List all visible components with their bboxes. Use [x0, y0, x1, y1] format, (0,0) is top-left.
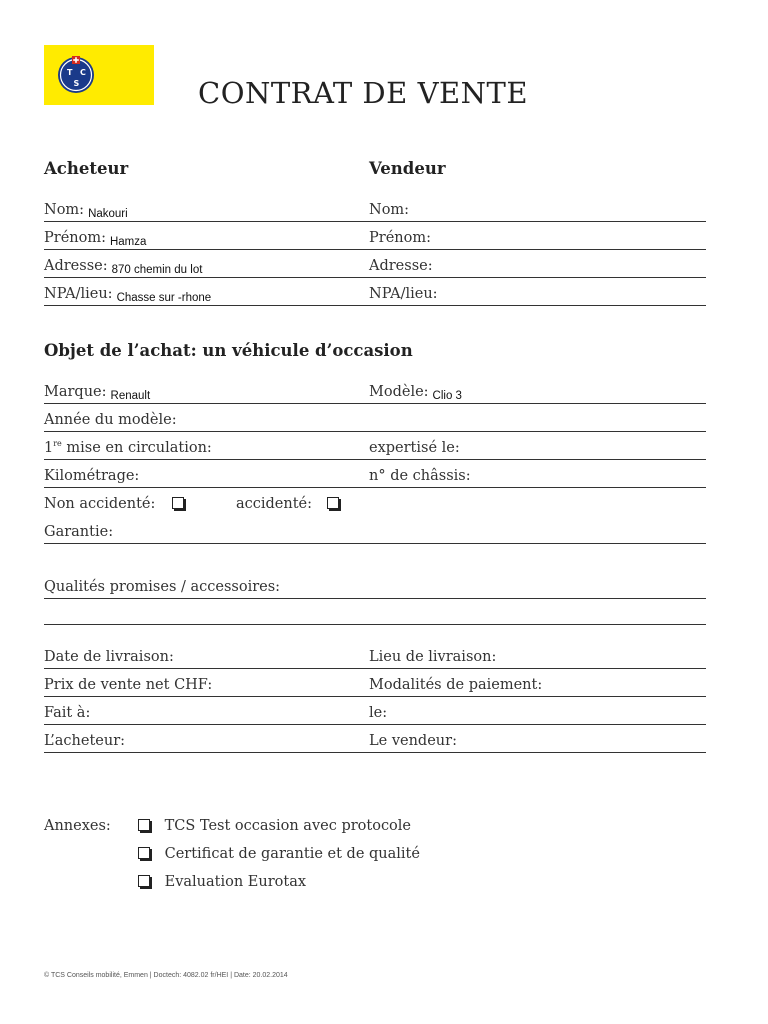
- seller-address-field[interactable]: [369, 255, 706, 278]
- buyer-firstname-value: Hamza: [109, 236, 147, 248]
- delivery-place-label: Lieu de livraison:: [369, 649, 497, 665]
- net-price-label: Prix de vente net CHF:: [44, 677, 213, 693]
- footer-text: © TCS Conseils mobilité, Emmen | Doctech: 4082.02 fr/HEI | Date: 20.02.2014: [44, 972, 288, 979]
- model-label: Modèle:: [369, 384, 429, 400]
- buyer-firstname-label: Prénom:: [44, 230, 106, 246]
- annex-item-label: Certificat de garantie et de qualité: [164, 846, 420, 862]
- annex-item-label: TCS Test occasion avec protocole: [164, 818, 412, 834]
- model-year-label: Année du modèle:: [44, 412, 177, 428]
- buyer-address-field[interactable]: [44, 255, 369, 278]
- model-value: Clio 3: [432, 390, 462, 402]
- inspection-date-field[interactable]: [369, 437, 706, 460]
- payment-terms-field[interactable]: [369, 674, 706, 697]
- payment-terms-label: Modalités de paiement:: [369, 677, 543, 693]
- brand-field[interactable]: [44, 381, 369, 404]
- promised-qualities-field[interactable]: [44, 576, 706, 599]
- tcs-logo: [44, 45, 154, 105]
- non-accident-checkbox[interactable]: [172, 497, 184, 509]
- buyer-name-value: Nakouri: [88, 208, 128, 220]
- logo-letter-c: C: [80, 68, 86, 77]
- annex-item: [138, 818, 411, 834]
- warranty-label: Garantie:: [44, 524, 114, 540]
- model-year-field[interactable]: [44, 409, 706, 432]
- annexes-label: Annexes:: [44, 818, 111, 834]
- accident-checkbox[interactable]: [327, 497, 339, 509]
- vehicle-heading: Objet de l’achat: un véhicule d’occasion: [44, 341, 413, 360]
- annex-item: [138, 846, 420, 862]
- inspection-date-label: expertisé le:: [369, 440, 460, 456]
- logo-letter-t: T: [67, 68, 73, 77]
- seller-city-field[interactable]: [369, 283, 706, 306]
- signed-date-label: le:: [369, 705, 388, 721]
- brand-label: Marque:: [44, 384, 107, 400]
- promised-qualities-extra-line[interactable]: [44, 602, 706, 625]
- buyer-heading: Acheteur: [44, 159, 129, 178]
- signed-at-field[interactable]: [44, 702, 369, 725]
- annex-item-label: Evaluation Eurotax: [164, 874, 307, 890]
- annex-eurotax-checkbox[interactable]: [138, 875, 150, 887]
- seller-city-label: NPA/lieu:: [369, 286, 438, 302]
- buyer-firstname-field[interactable]: [44, 227, 369, 250]
- mileage-label: Kilométrage:: [44, 468, 140, 484]
- delivery-date-field[interactable]: [44, 646, 369, 669]
- buyer-address-label: Adresse:: [44, 258, 108, 274]
- seller-name-label: Nom:: [369, 202, 410, 218]
- buyer-city-field[interactable]: [44, 283, 369, 306]
- seller-name-field[interactable]: [369, 199, 706, 222]
- signed-at-label: Fait à:: [44, 705, 91, 721]
- delivery-date-label: Date de livraison:: [44, 649, 174, 665]
- seller-firstname-field[interactable]: [369, 227, 706, 250]
- logo-letter-s: S: [73, 79, 80, 88]
- chassis-number-field[interactable]: [369, 465, 706, 488]
- brand-value: Renault: [110, 390, 151, 402]
- annex-test-checkbox[interactable]: [138, 819, 150, 831]
- seller-heading: Vendeur: [369, 159, 446, 178]
- promised-qualities-label: Qualités promises / accessoires:: [44, 579, 281, 595]
- non-accident-option: [44, 493, 184, 515]
- buyer-city-value: Chasse sur -rhone: [116, 292, 212, 304]
- seller-signature-field[interactable]: [369, 730, 706, 753]
- seller-signature-label: Le vendeur:: [369, 733, 457, 749]
- annex-item: [138, 874, 306, 890]
- seller-firstname-label: Prénom:: [369, 230, 431, 246]
- warranty-field[interactable]: [44, 521, 706, 544]
- accident-option: [236, 493, 339, 515]
- signed-date-field[interactable]: [369, 702, 706, 725]
- buyer-name-label: Nom:: [44, 202, 85, 218]
- delivery-place-field[interactable]: [369, 646, 706, 669]
- buyer-address-value: 870 chemin du lot: [111, 264, 203, 276]
- model-field[interactable]: [369, 381, 706, 404]
- first-registration-label: 1re mise en circulation:: [44, 439, 212, 456]
- seller-address-label: Adresse:: [369, 258, 433, 274]
- non-accident-label: Non accidenté:: [44, 496, 156, 512]
- first-registration-field[interactable]: [44, 437, 369, 460]
- buyer-name-field[interactable]: [44, 199, 369, 222]
- mileage-field[interactable]: [44, 465, 369, 488]
- chassis-number-label: n° de châssis:: [369, 468, 471, 484]
- buyer-city-label: NPA/lieu:: [44, 286, 113, 302]
- accident-label: accidenté:: [236, 496, 313, 512]
- buyer-signature-label: L’acheteur:: [44, 733, 126, 749]
- annex-certificate-checkbox[interactable]: [138, 847, 150, 859]
- page-title: CONTRAT DE VENTE: [198, 76, 529, 110]
- buyer-signature-field[interactable]: [44, 730, 369, 753]
- tcs-emblem-icon: [56, 51, 96, 97]
- net-price-field[interactable]: [44, 674, 369, 697]
